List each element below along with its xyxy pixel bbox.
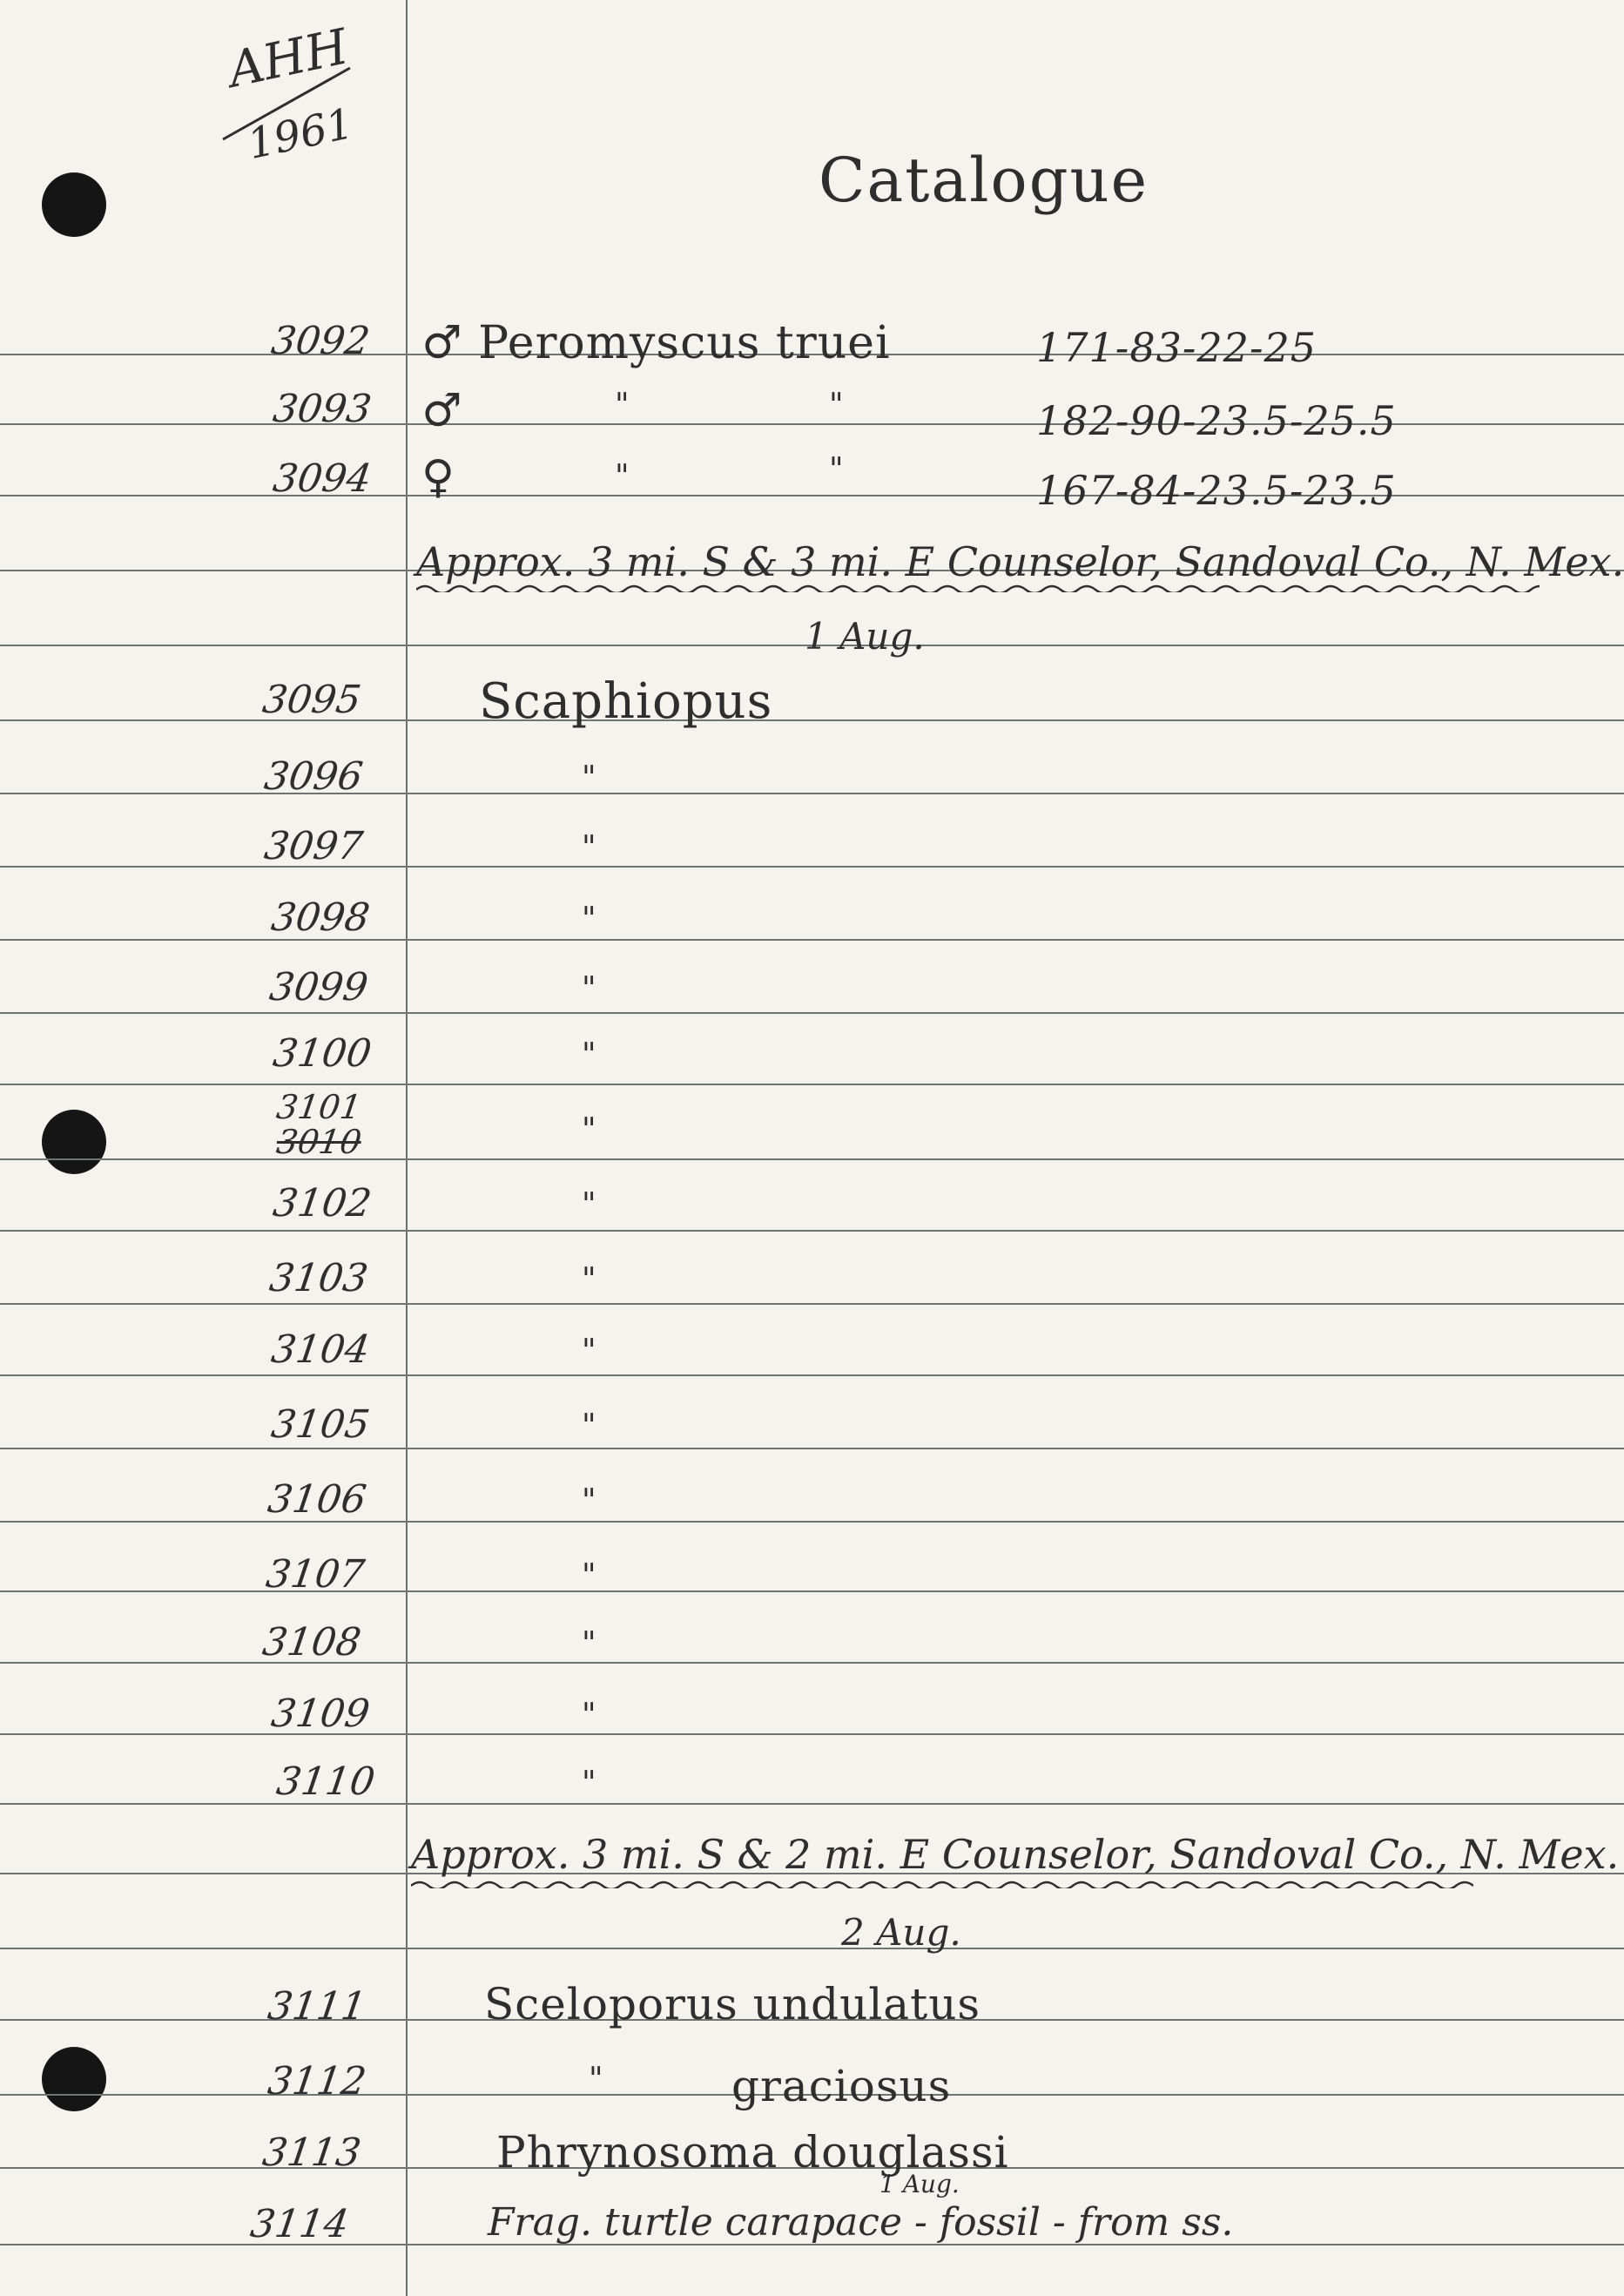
struck-record-number: 3010: [273, 1123, 364, 1161]
record-number-3112: 3112: [265, 2059, 369, 2104]
record-number-3097: 3097: [261, 824, 366, 868]
record-measurements-3094: 167-84-23.5-23.5: [1036, 467, 1397, 514]
ruled-line: [0, 1521, 1624, 1523]
record-number-3107: 3107: [263, 1552, 367, 1597]
record-number-3093: 3093: [270, 387, 374, 431]
record-number-3109: 3109: [268, 1692, 373, 1736]
punch-hole-top: [42, 172, 106, 237]
record-ditto-3094-b: ": [829, 452, 844, 488]
initials: AHH: [223, 18, 354, 99]
record-number-3100: 3100: [270, 1031, 374, 1076]
record-entry-3114: Frag. turtle carapace - fossil - from ss.: [488, 2200, 1234, 2245]
ruled-line: [0, 1590, 1624, 1592]
record-number-3104: 3104: [268, 1327, 373, 1372]
record-number-3108: 3108: [259, 1620, 364, 1665]
ruled-line: [0, 719, 1624, 721]
ruled-line: [0, 1158, 1624, 1160]
ruled-line: [0, 866, 1624, 868]
locality-2: Approx. 3 mi. S & 2 mi. E Counselor, Sandoval Co., N. Mex.: [411, 1831, 1620, 1878]
ditto-mark: ": [582, 1698, 596, 1733]
record-ditto-3094-a: ": [615, 459, 630, 495]
record-ditto-3112: ": [589, 2062, 603, 2097]
ditto-mark: ": [582, 1262, 596, 1298]
punch-hole-bottom: [42, 2047, 106, 2111]
ditto-mark: ": [582, 1334, 596, 1369]
record-number-3102: 3102: [270, 1181, 374, 1226]
ruled-line: [0, 1948, 1624, 1949]
record-entry-3111: Sceloporus undulatus: [484, 1979, 981, 2029]
record-number-3105: 3105: [268, 1402, 373, 1447]
record-number-3111: 3111: [265, 1984, 369, 2029]
ruled-line: [0, 1448, 1624, 1449]
ditto-mark: ": [582, 830, 596, 866]
ditto-mark: ": [582, 1483, 596, 1519]
ruled-line: [0, 1374, 1624, 1376]
record-number-3098: 3098: [268, 895, 373, 940]
record-number-3092: 3092: [268, 319, 373, 363]
ruled-line: [0, 1733, 1624, 1735]
locality-1: Approx. 3 mi. S & 3 mi. E Counselor, Sandoval Co., N. Mex.: [416, 538, 1624, 585]
record-entry-3094: ♀: [421, 451, 456, 503]
record-number-3110: 3110: [273, 1759, 378, 1804]
ruled-line: [0, 1230, 1624, 1232]
ditto-mark: ": [582, 971, 596, 1007]
ruled-line: [0, 1303, 1624, 1305]
record-number-3103: 3103: [266, 1256, 371, 1300]
punch-hole-middle: [42, 1110, 106, 1174]
record-measurements-3092: 171-83-22-25: [1036, 324, 1317, 371]
record-number-3094: 3094: [270, 456, 374, 501]
locality-2-date: 2 Aug.: [841, 1911, 961, 1954]
record-number-3113: 3113: [259, 2131, 364, 2175]
record-ditto-3093-a: ": [615, 388, 630, 423]
locality-1-underline: [416, 584, 1540, 592]
ruled-line: [0, 1012, 1624, 1014]
ditto-mark: ": [582, 1408, 596, 1444]
record-entry-3112: graciosus: [731, 2061, 952, 2111]
ruled-line: [0, 1084, 1624, 1085]
record-note-3113: 1 Aug.: [879, 2170, 960, 2198]
record-entry-3093: ♂: [421, 385, 463, 437]
ditto-mark: ": [582, 760, 596, 796]
ruled-line: [0, 939, 1624, 941]
ditto-mark: ": [582, 1766, 596, 1801]
record-entry-3113: Phrynosoma douglassi: [496, 2127, 1009, 2178]
record-number-3114: 3114: [247, 2202, 352, 2246]
ditto-mark: ": [582, 902, 596, 937]
ruled-line: [0, 1662, 1624, 1664]
margin-line: [406, 0, 408, 2296]
locality-2-underline: [411, 1880, 1473, 1888]
locality-1-date: 1 Aug.: [805, 615, 925, 658]
record-number-3099: 3099: [266, 965, 371, 1010]
ditto-mark: ": [582, 1187, 596, 1223]
record-measurements-3093: 182-90-23.5-25.5: [1036, 397, 1397, 444]
record-entry-3092: ♂ Peromyscus truei: [421, 317, 891, 369]
record-number-3096: 3096: [261, 754, 366, 799]
year: 1961: [243, 98, 358, 170]
record-ditto-3093-b: ": [829, 388, 844, 423]
record-number-3101: 3101: [273, 1088, 364, 1126]
page-title: Catalogue: [819, 145, 1149, 216]
ditto-mark: ": [582, 1626, 596, 1662]
ditto-mark: ": [582, 1558, 596, 1594]
record-number-3095: 3095: [259, 678, 364, 722]
ruled-line: [0, 793, 1624, 794]
record-number-3106: 3106: [265, 1477, 369, 1522]
ruled-line: [0, 1803, 1624, 1805]
ditto-mark: ": [582, 1037, 596, 1073]
record-entry-3095: Scaphiopus: [479, 673, 773, 730]
ditto-mark: ": [582, 1112, 596, 1148]
